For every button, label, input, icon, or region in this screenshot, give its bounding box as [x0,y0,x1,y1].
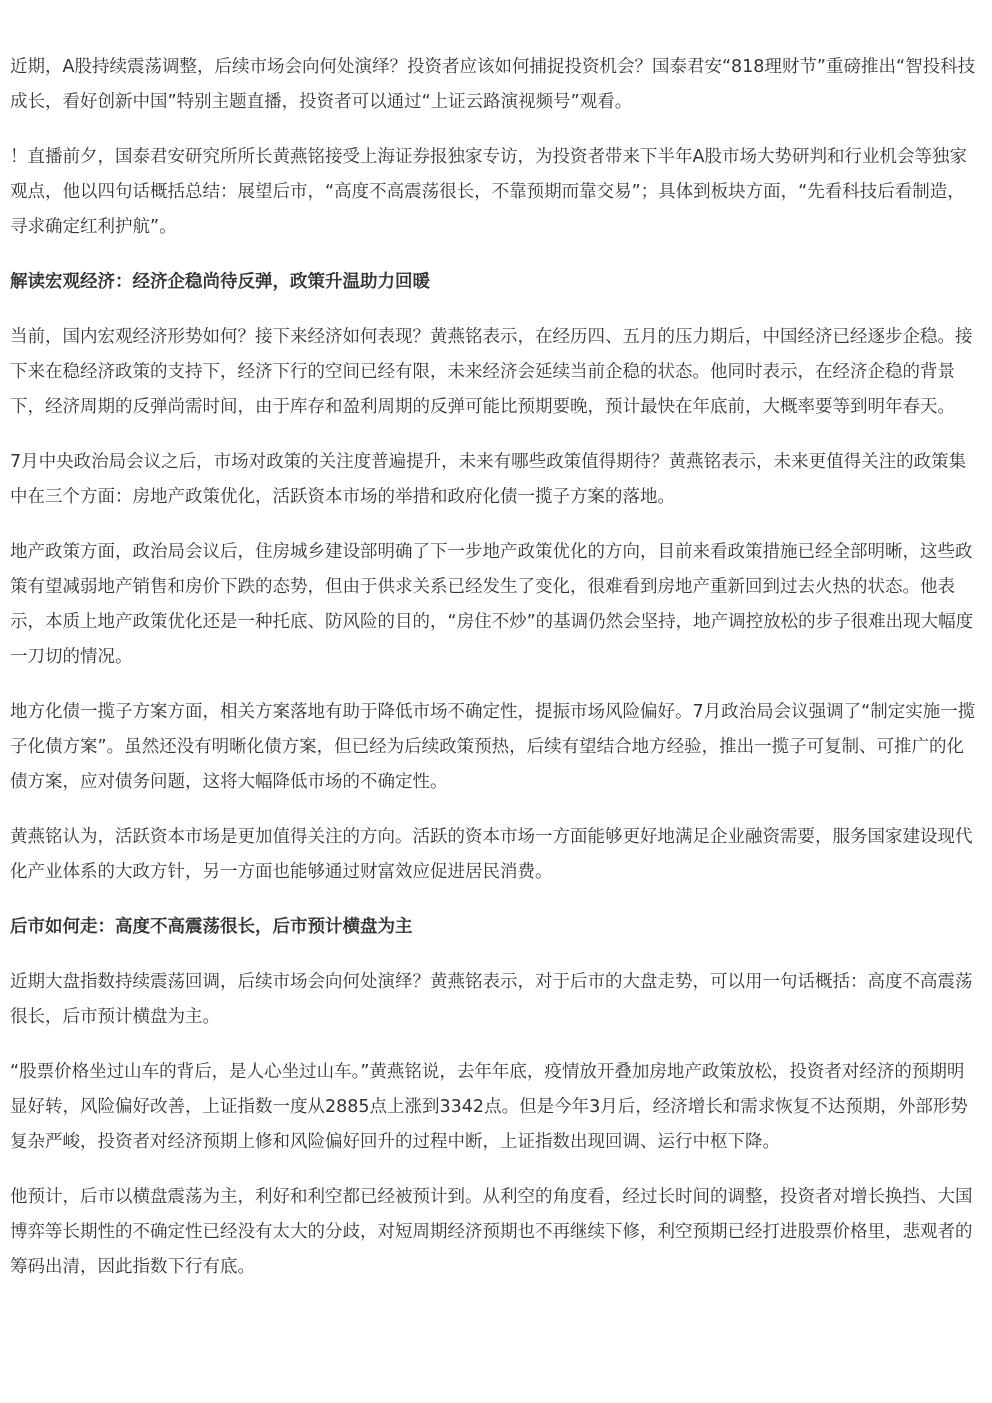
paragraph: 当前，国内宏观经济形势如何？接下来经济如何表现？黄燕铭表示，在经历四、五月的压力期后，中国经济已经逐步企稳。接下来在稳经济政策的支持下，经济下行的空间已经有限，未来经济会延续当前企稳的状态。他同时表示，在经济企稳的背景下，经济周期的反弹尚需时间，由于库存和盈利周期的反弹可能比预期要晚，预计最快在年底前，大概率要等到明年春天。 [10,327,973,417]
intro-paragraph: 近期，A股持续震荡调整，后续市场会向何处演绎？投资者应该如何捕捉投资机会？国泰君安“818理财节”重磅推出“智投科技成长，看好创新中国”特别主题直播，投资者可以通过“上证云路演视频号”观看。 [10,57,976,112]
paragraph: 近期大盘指数持续震荡回调，后续市场会向何处演绎？黄燕铭表示，对于后市的大盘走势，可以用一句话概括：高度不高震荡很长，后市预计横盘为主。 [10,972,973,1027]
paragraph: 地方化债一揽子方案方面，相关方案落地有助于降低市场不确定性，提振市场风险偏好。7月政治局会议强调了“制定实施一揽子化债方案”。虽然还没有明晰化债方案，但已经为后续政策预热，后续有望结合地方经验，推出一揽子可复制、可推广的化债方案，应对债务问题，这将大幅降低市场的不确定性。 [10,702,976,792]
paragraph: 7月中央政治局会议之后，市场对政策的关注度普遍提升，未来有哪些政策值得期待？黄燕铭表示，未来更值得关注的政策集中在三个方面：房地产政策优化，活跃资本市场的举措和政府化债一揽子方案的落地。 [10,452,967,507]
section-heading-macro: 解读宏观经济：经济企稳尚待反弹，政策升温助力回暖 [10,272,430,292]
paragraph: 他预计，后市以横盘震荡为主，利好和利空都已经被预计到。从利空的角度看，经过长时间的调整，投资者对增长换挡、大国博弈等长期性的不确定性已经没有太大的分歧，对短周期经济预期也不再继续下修，利空预期已经打进股票价格里，悲观者的筹码出清，因此指数下行有底。 [10,1187,973,1277]
paragraph: “股票价格坐过山车的背后，是人心坐过山车。”黄燕铭说，去年年底，疫情放开叠加房地产政策放松，投资者对经济的预期明显好转，风险偏好改善，上证指数一度从2885点上涨到3342点。但是今年3月后，经济增长和需求恢复不达预期，外部形势复杂严峻，投资者对经济预期上修和风险偏好回升的过程中断，上证指数出现回调、运行中枢下降。 [10,1062,968,1152]
paragraph: 地产政策方面，政治局会议后，住房城乡建设部明确了下一步地产政策优化的方向，目前来看政策措施已经全部明晰，这些政策有望减弱地产销售和房价下跌的态势，但由于供求关系已经发生了变化，很难看到房地产重新回到过去火热的状态。他表示，本质上地产政策优化还是一种托底、防风险的目的，“房住不炒”的基调仍然会坚持，地产调控放松的步子很难出现大幅度一刀切的情况。 [10,542,974,667]
interview-paragraph: ！直播前夕，国泰君安研究所所长黄燕铭接受上海证券报独家专访，为投资者带来下半年A股市场大势研判和行业机会等独家观点，他以四句话概括总结：展望后市，“高度不高震荡很长，不靠预期而靠交易”；具体到板块方面，“先看科技后看制造，寻求确定红利护航”。 [10,147,967,237]
section-heading-outlook: 后市如何走：高度不高震荡很长，后市预计横盘为主 [10,917,413,937]
paragraph: 黄燕铭认为，活跃资本市场是更加值得关注的方向。活跃的资本市场一方面能够更好地满足企业融资需要，服务国家建设现代化产业体系的大政方针，另一方面也能够通过财富效应促进居民消费。 [10,827,973,882]
